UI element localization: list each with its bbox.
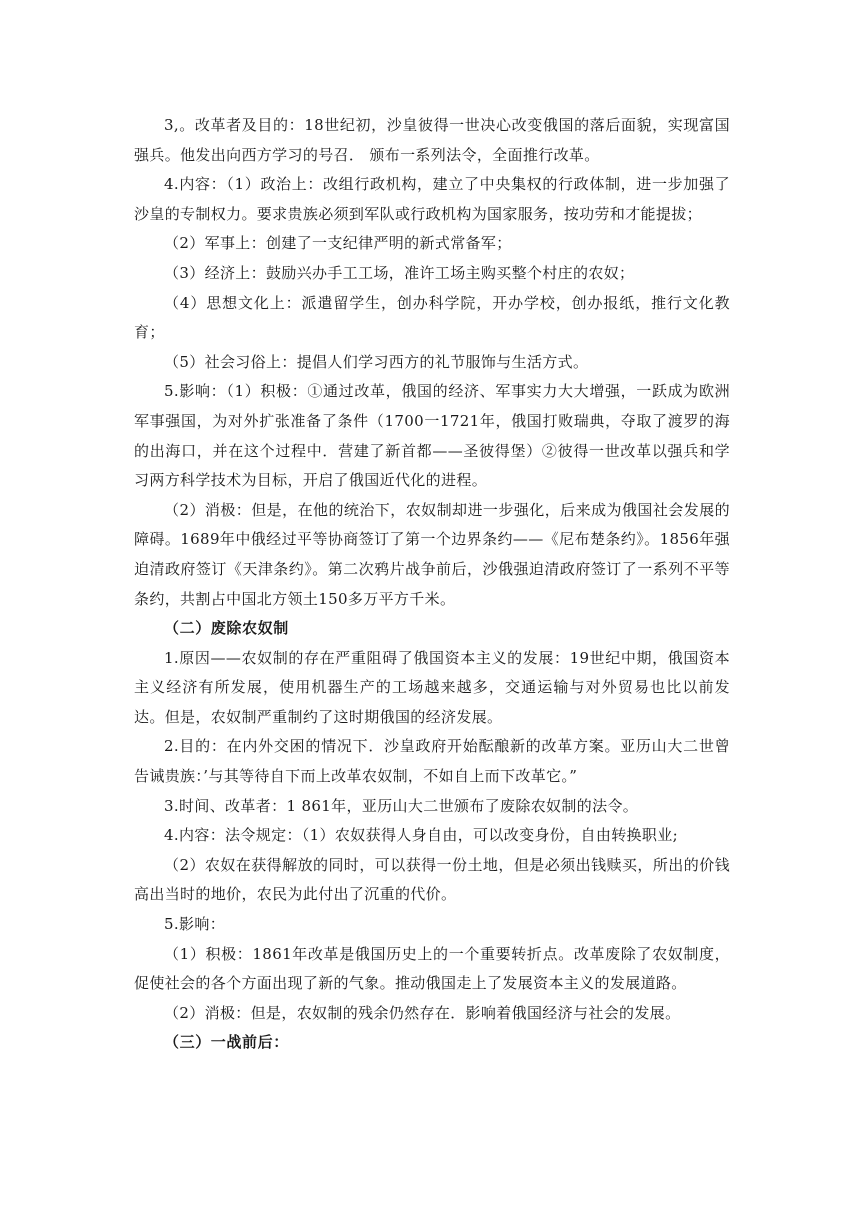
paragraph-content-politics: 4.内容：（1）政治上：改组行政机构，建立了中央集权的行政体制，进一步加强了沙皇的专制权力。要求贵族必须到军队或行政机构为国家服务，按功劳和才能提拔； bbox=[134, 175, 730, 223]
paragraph-land: （2）农奴在获得解放的同时，可以获得一份土地，但是必须出钱赎买，所出的价钱高出当时的地价，农民为此付出了沉重的代价。 bbox=[134, 855, 730, 904]
section-heading-abolish-serfdom: （二）废除农奴制 bbox=[164, 619, 289, 638]
paragraph-time-reformer: 3.时间、改革者：1 861年，亚历山大二世颁布了废除农奴制的法令。 bbox=[164, 796, 639, 815]
paragraph-impact-label: 5.影响： bbox=[164, 915, 226, 934]
paragraph-military: （2）军事上：创建了一支纪律严明的新式常备军； bbox=[164, 234, 512, 253]
paragraph-cause: 1.原因——农奴制的存在严重阻碍了俄国资本主义的发展：19世纪中期，俄国资本主义经济有所发展，使用机器生产的工场越来越多，交通运输与对外贸易也比以前发达。但是，农奴制严重制约了这时期俄国的经济发展。 bbox=[134, 648, 730, 726]
paragraph-economy: （3）经济上：鼓励兴办手工工场，准许工场主购买整个村庄的农奴； bbox=[164, 263, 635, 282]
paragraph-reformer-purpose: 3,。改革者及目的：18世纪初，沙皇彼得一世决心改变俄国的落后面貌，实现富国强兵。他发出向西方学习的号召． 颁布一系列法令，全面推行改革。 bbox=[134, 116, 730, 164]
paragraph-customs: （5）社会习俗上：提倡人们学习西方的礼节服饰与生活方式。 bbox=[164, 352, 589, 371]
section-heading-ww1: （三）一战前后： bbox=[164, 1033, 289, 1052]
paragraph-1861-negative: （2）消极：但是，农奴制的残余仍然存在．影响着俄国经济与社会的发展。 bbox=[164, 1003, 681, 1022]
paragraph-impact-positive: 5.影响：（1）积极：①通过改革，俄国的经济、军事实力大大增强，一跃成为欧洲军事强国，为对外扩张准备了条件（1700一1721年，俄国打败瑞典，夺取了渡罗的海的出海口，并在这个过程中．营建了新首都——圣彼得堡）②彼得一世改革以强兵和学习两方科学技术为目标，开启了俄国近代化的进程。 bbox=[134, 382, 730, 490]
paragraph-purpose: 2.目的：在内外交困的情况下．沙皇政府开始酝酿新的改革方案。亚历山大二世曾告诫贵族：’与其等待自下而上改革农奴制，不如自上而下改革它。” bbox=[134, 737, 730, 786]
paragraph-decree-content: 4.内容：法令规定：（1）农奴获得人身自由，可以改变身份，自由转换职业; bbox=[164, 826, 679, 845]
paragraph-impact-negative: （2）消极：但是，在他的统治下，农奴制却进一步强化，后来成为俄国社会发展的障碍。1689年中俄经过平等协商签订了第一个边界条约——《尼布楚条约》。1856年强迫清政府签订《天津条约》。第二次鸦片战争前后，沙俄强迫清政府签订了一系列不平等条约，共割占中国北方领土150多万平方千米。 bbox=[134, 500, 730, 608]
paragraph-culture: （4）思想文化上：派遣留学生，创办科学院，开办学校，创办报纸，推行文化教育； bbox=[134, 293, 730, 342]
document-body bbox=[134, 111, 730, 1058]
paragraph-1861-positive: （1）积极：1861年改革是俄国历史上的一个重要转折点。改革废除了农奴制度，促使社会的各个方面出现了新的气象。推动俄国走上了发展资本主义的发展道路。 bbox=[134, 944, 730, 993]
